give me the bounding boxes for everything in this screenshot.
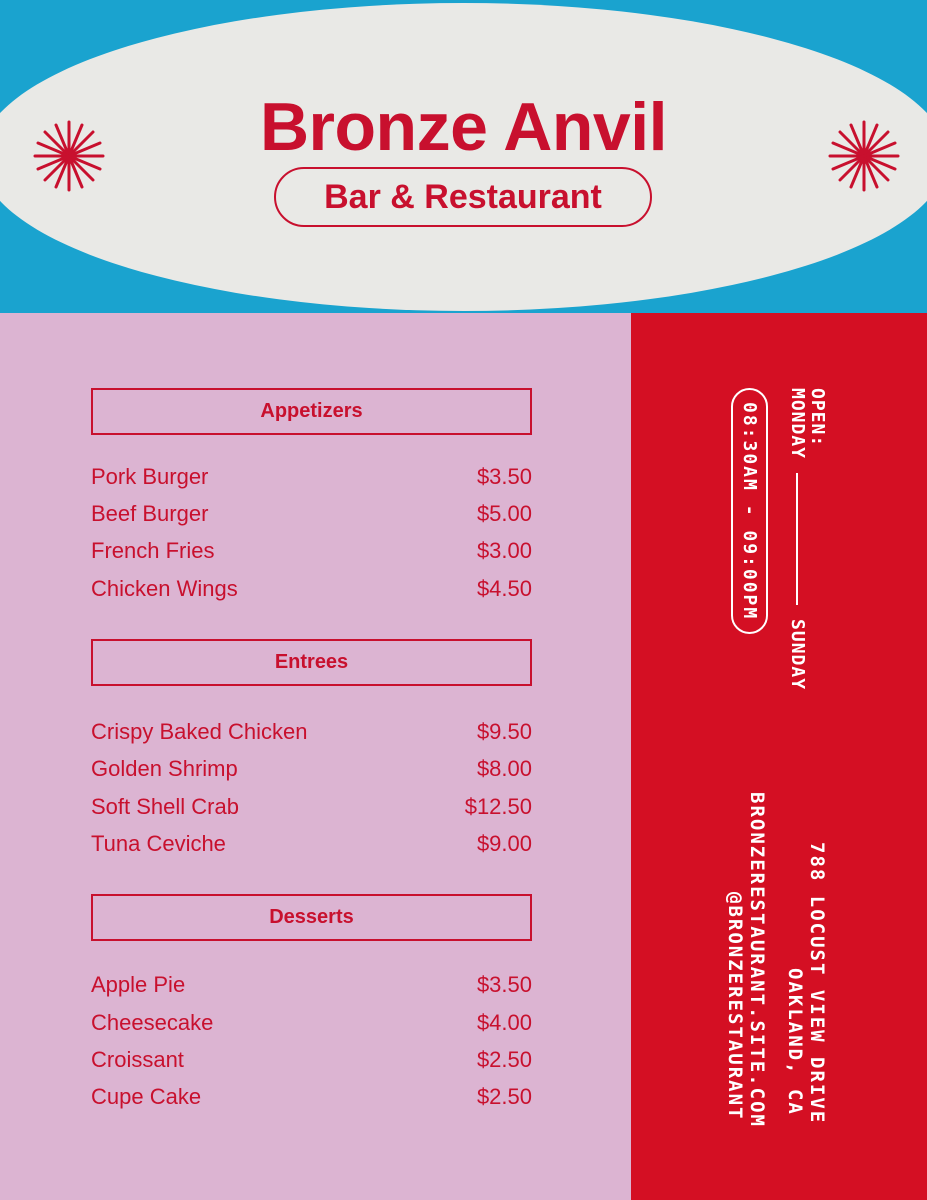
address-line1: 788 LOCUST VIEW DRIVE xyxy=(806,842,828,1125)
menu-item xyxy=(91,717,532,747)
divider-line xyxy=(797,473,799,605)
item-price: $8.00 xyxy=(476,756,532,781)
opening-hours: 08:30AM - 09:00PM xyxy=(739,402,760,621)
section-title: Entrees xyxy=(274,651,349,673)
section-header-desserts xyxy=(91,894,532,941)
item-price: $9.50 xyxy=(476,719,532,744)
section-header-appetizers xyxy=(91,388,532,435)
hours-pill xyxy=(731,388,768,634)
open-label: OPEN: xyxy=(807,388,828,448)
address-line2: OAKLAND, CA xyxy=(784,968,806,1116)
address-line1-column xyxy=(806,842,828,1124)
item-name: Pork Burger xyxy=(91,464,209,489)
restaurant-subtitle: Bar & Restaurant xyxy=(324,177,602,216)
website-url: BRONZERESTAURANT.SITE.COM xyxy=(746,792,768,1128)
section-title: Appetizers xyxy=(260,400,363,422)
open-days-row xyxy=(787,388,808,690)
item-price: $2.50 xyxy=(476,1084,532,1109)
item-price: $4.00 xyxy=(476,1010,532,1035)
item-price: $5.00 xyxy=(476,501,532,526)
section-header-entrees xyxy=(91,639,532,686)
item-price: $4.50 xyxy=(476,576,532,601)
item-name: Golden Shrimp xyxy=(91,756,238,781)
menu-item xyxy=(91,792,532,822)
menu-item xyxy=(91,536,532,566)
item-name: Soft Shell Crab xyxy=(91,794,239,819)
menu-item xyxy=(91,754,532,784)
item-name: Cupe Cake xyxy=(91,1084,202,1109)
header-banner xyxy=(0,0,927,313)
open-label-column xyxy=(807,388,828,447)
restaurant-name: Bronze Anvil xyxy=(259,89,668,165)
day-from: MONDAY xyxy=(787,388,808,460)
menu-item xyxy=(91,970,532,1000)
item-price: $2.50 xyxy=(476,1047,532,1072)
item-price: $3.50 xyxy=(476,972,532,997)
item-name: Apple Pie xyxy=(91,972,186,997)
address-line2-column xyxy=(784,968,806,1116)
menu-item xyxy=(91,574,532,604)
item-name: Tuna Ceviche xyxy=(91,831,226,856)
item-name: Cheesecake xyxy=(91,1010,214,1035)
menu-item xyxy=(91,1045,532,1075)
menu-item xyxy=(91,1082,532,1112)
social-handle: @BRONZERESTAURANT xyxy=(724,892,746,1121)
section-title: Desserts xyxy=(269,906,354,928)
menu-item xyxy=(91,499,532,529)
item-price: $3.50 xyxy=(476,464,532,489)
item-name: Beef Burger xyxy=(91,501,209,526)
handle-column xyxy=(724,892,746,1120)
website-column xyxy=(746,792,768,1128)
menu-item xyxy=(91,1008,532,1038)
menu-item xyxy=(91,462,532,492)
item-price: $12.50 xyxy=(464,794,532,819)
hours-pill-column xyxy=(731,388,768,634)
info-panel xyxy=(631,313,927,1200)
item-name: French Fries xyxy=(91,538,215,563)
menu-item xyxy=(91,829,532,859)
item-name: Chicken Wings xyxy=(91,576,238,601)
item-price: $9.00 xyxy=(476,831,532,856)
day-to: SUNDAY xyxy=(787,619,808,691)
item-name: Croissant xyxy=(91,1047,184,1072)
item-price: $3.00 xyxy=(476,538,532,563)
subtitle-pill xyxy=(274,167,652,227)
item-name: Crispy Baked Chicken xyxy=(91,719,308,744)
